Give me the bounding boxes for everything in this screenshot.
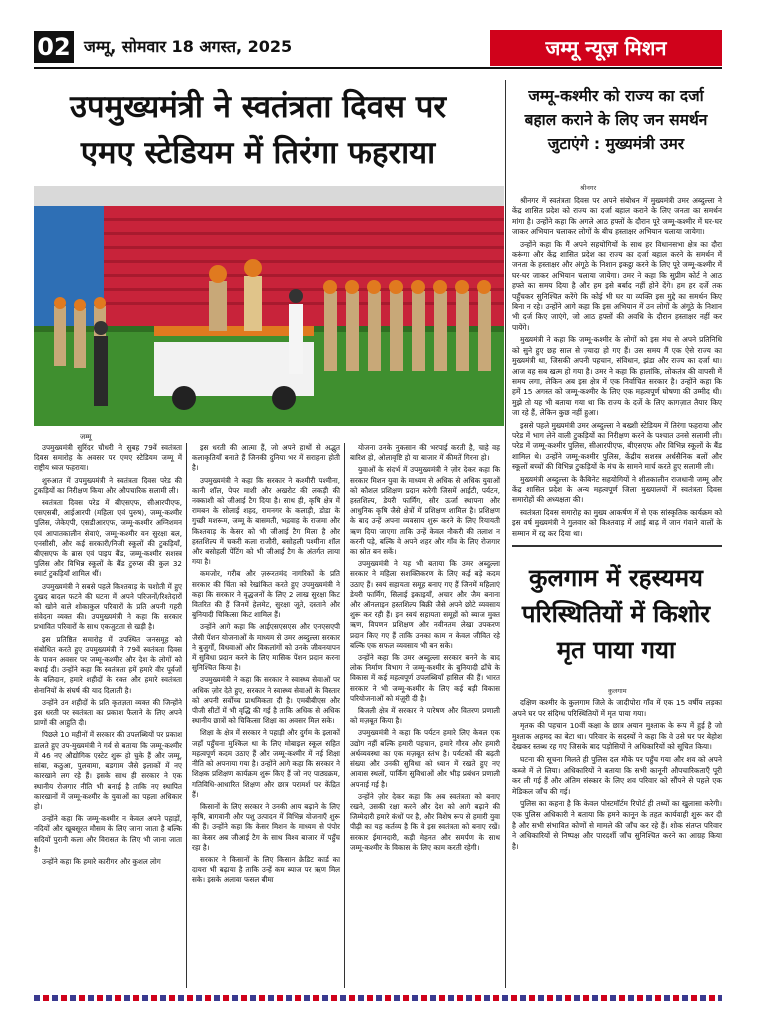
main-story-column-1 — [34, 443, 182, 869]
paragraph: उन्होंने कहा कि हमारे कारीगर और कुशल लोग — [42, 856, 161, 866]
footer-decorative-bar — [34, 995, 722, 1001]
side-story2-place: कुलगाम — [608, 687, 627, 695]
side-story2-body — [512, 698, 722, 854]
paragraph: उन्होंने कहा कि मैं अपने सहयोगियों के साथ हर विधानसभा क्षेत्र का दौरा करूंगा और केंद्र शासित प्रदेश का राज्य का दर्जा बहाल करने के समर्थन में जनता के हस्ताक्षर और अंगूठे के निशान इकट्ठा करने के लिए पूरे जम्मू-कश्मीर में घर-घर जाकर अभियान चलाया जायेगा। उमर ने कहा कि सुप्रीम कोर्ट ने आठ हफ्ते का समय दिया है और हम इसे बर्बाद नहीं होने देंगे। हम हर दर्जे तक पहुँचकर सुनिश्चित करेंगे कि कोई भी घर या व्यक्ति इस मुद्दे का समर्थन किए बिना न रहे। उन्होंने आगे कहा कि इस अभियान में उन लोगों के अंगूठे के निशान भी दर्ज किए जाएंगे, जो आठ हफ्तों की अवधि के दौरान हस्ताक्षर नहीं कर पायेंगे। — [512, 239, 722, 332]
main-story-column-2 — [192, 443, 340, 888]
paragraph: बिजली क्षेत्र में सरकार ने पारेषण और वितरण प्रणाली को मज़बूत किया है। — [350, 706, 500, 726]
paragraph: उन्होंने ज़ोर देकर कहा कि अब स्वतंत्रता को बनाए रखने, उसकी रक्षा करने और देश को आगे बढ़ाने की जिम्मेदारी हमारे कंधों पर है, और विशेष रूप से हमारी युवा पीढ़ी का यह कर्तव्य है कि वे इस स्वतंत्रता को बनाए रखें। सरकार ईमानदारी, कड़ी मेहनत और समर्पण के साथ जम्मू-कश्मीर के विकास के लिए काम करती रहेगी। — [350, 791, 500, 852]
main-headline-line2: एमए स्टेडियम में तिरंगा फहराया — [80, 135, 436, 171]
paragraph: कमजोर, गरीब और ज़रूरतमंद नागरिकों के प्रति सरकार की चिंता को रेखांकित करते हुए उपमुख्यमंत्री ने कहा कि सरकार ने वृद्धजनों के लिए 2 लाख सुरक्षा किट वितरित की हैं जिनमें हेलमेट, सुरक्षा जूते, दस्ताने और बुनियादी चिकित्सा किट शामिल हैं। — [192, 569, 340, 620]
paragraph: शुरुआत में उपमुख्यमंत्री ने स्वतंत्रता दिवस परेड की टुकड़ियों का निरीक्षण किया और औपचारिक सलामी ली। — [34, 475, 182, 495]
side-story1-headline: जम्मू-कश्मीर को राज्य का दर्जा बहाल कराने के लिए जन समर्थन जुटाएंगे : मुख्यमंत्री उमर — [524, 87, 708, 153]
story-separator — [512, 545, 722, 547]
paragraph: किसानों के लिए सरकार ने उनकी आय बढ़ाने के लिए कृषि, बागवानी और पशु उत्पादन में विभिन्न योजनाएँ शुरू की हैं। उन्होंने कहा कि केसर मिशन के माध्यम से पंपोर का केसर अब जीआई टैग के साथ विश्व बाजार में पहुँच रहा है। — [192, 801, 340, 852]
paragraph: उन्होंने उन शहीदों के प्रति कृतज्ञता व्यक्त की जिन्होंने इस धरती पर स्वतंत्रता का प्रकाश फैलाने के लिए अपने प्राणों की आहुति दी। — [34, 697, 182, 728]
paragraph: श्रीनगर में स्वतंत्रता दिवस पर अपने संबोधन में मुख्यमंत्री उमर अब्दुल्ला ने केंद्र शासित प्रदेश को राज्य का दर्जा बहाल कराने के लिए जनता का समर्थन मांगा है। उन्होंने कहा कि अगले आठ हफ्तों के दौरान पूरे जम्मू-कश्मीर में घर-घर जाकर अभियान चलाकर लोगों के बीच हस्ताक्षर अभियान चलाया जायेगा। — [512, 196, 722, 237]
paragraph: शिक्षा के क्षेत्र में सरकार ने पहाड़ी और दुर्गम के इलाकों जहाँ पहुँचना मुश्किल था के लिए मोबाइल स्कूल सहित महत्वपूर्ण कदम उठाए हैं और जम्मू-कश्मीर में नई शिक्षा नीति को अपनाया गया है। उन्होंने आगे कहा कि सरकार ने शिक्षक प्रशिक्षण कार्यक्रम शुरू किए हैं जो नए पाठ्यक्रम, गतिविधि-आधारित शिक्षण और छात्र परामर्श पर केंद्रित हैं। — [192, 728, 340, 799]
section-divider — [505, 80, 506, 988]
paragraph: उन्होंने कहा कि उमर अब्दुल्ला सरकार बनने के बाद लोक निर्माण विभाग ने जम्मू-कश्मीर के बुनियादी ढाँचे के विकास में कई महत्वपूर्ण उपलब्धियाँ हासिल की हैं। भारत सरकार ने भी जम्मू-कश्मीर के लिए कई बड़ी विकास परियोजनाओं को मंज़ूरी दी है। — [350, 653, 500, 703]
main-headline — [34, 84, 482, 176]
paragraph: युवाओं के संदर्भ में उपमुख्यमंत्री ने ज़ोर देकर कहा कि सरकार मिशन युवा के माध्यम से अधिक से अधिक युवाओं को कौशल प्रशिक्षण प्रदान करेगी जिसमें आईटी, पर्यटन, हस्तशिल्प, डेयरी फार्मिंग, सौर ऊर्जा स्थापना और आधुनिक कृषि जैसे क्षेत्रों में प्रशिक्षण शामिल है। प्रशिक्षण के बाद उन्हें अपना व्यवसाय शुरू करने के लिए रियायती ऋण दिया जाएगा ताकि उन्हें केवल नौकरी की तलाश न करनी पड़े, बल्कि वे अपने शहर और गाँव के लिए रोजगार का स्रोत बन सकें। — [350, 465, 500, 557]
page-number: 02 — [34, 31, 74, 63]
parade-photo-illustration — [34, 186, 504, 426]
paragraph: पुलिस का कहना है कि केवल पोस्टमॉर्टम रिपोर्ट ही तथ्यों का खुलासा करेगी। एक पुलिस अधिकारी ने बताया कि हमने कानून के तहत कार्यवाही शुरू कर दी है और सभी संभावित कोणों से मामले की जाँच कर रहे हैं। शोक संतप्त परिवार ने अधिकारियों से निष्पक्ष और पारदर्शी जाँच सुनिश्चित करने का आग्रह किया है। — [512, 799, 722, 851]
paragraph: इस धरती की आत्मा हैं, जो अपने हाथों से अद्भुत कलाकृतियाँ बनाते हैं जिनकी दुनिया भर में सराहना होती है। — [192, 443, 340, 473]
column-divider — [344, 443, 345, 988]
paragraph: उपमुख्यमंत्री सुरिंदर चौधरी ने सुबह 79वें स्वतंत्रता दिवस समारोह के अवसर पर एमए स्टेडियम जम्मू में राष्ट्रीय ध्वज फहराया। — [34, 443, 182, 473]
main-story-column-3 — [350, 443, 500, 855]
paragraph: उपमुख्यमंत्री ने कहा कि पर्यटन हमारे लिए केवल एक उद्योग नहीं बल्कि हमारी पहचान, हमारे गौरव और हमारी अर्थव्यवस्था का एक मज़बूत स्तंभ है। पर्यटकों की बढ़ती संख्या और उनकी सुविधा को ध्यान में रखते हुए नए आवास स्थलों, पार्किंग सुविधाओं और भीड़ प्रबंधन प्रणाली अपनाई गई है। — [350, 728, 500, 789]
paragraph: मुख्यमंत्री ने कहा कि जम्मू-कश्मीर के लोगों को इस मंच से अपने प्रतिनिधि को सुने हुए छह साल से ज़्यादा हो गए हैं। उस समय मैं एक ऐसे राज्य का मुख्यमंत्री था, जिसकी अपनी पहचान, संविधान, झंडा और राज्य का दर्जा था। आज वह सब खत्म हो गया है। उमर ने कहा कि हालांकि, लोकतंत्र की वापसी में समय लगा, लेकिन अब इस क्षेत्र में एक निर्वाचित सरकार है। उन्होंने कहा कि हमें 15 अगस्त को जम्मू-कश्मीर के लिए एक महत्वपूर्ण घोषणा की उम्मीद थी। मुझे तो यह भी बताया गया था कि राज्य के दर्जे के लिए कागज़ात तैयार किए जा रहे हैं, लेकिन कुछ नहीं हुआ। — [512, 335, 722, 418]
paragraph: इससे पहले मुख्यमंत्री उमर अब्दुल्ला ने बख्शी स्टेडियम में तिरंगा फहराया और परेड में भाग लेने वाली टुकड़ियों का निरीक्षण करने के पश्चात उनसे सलामी ली। परेड में जम्मू-कश्मीर पुलिस, सीआरपीएफ, बीएसएफ और विभिन्न स्कूलों के बैंड शामिल थे। उन्होंने जम्मू-कश्मीर पुलिस, केंद्रीय सशस्त्र अर्धसैनिक बलों और स्कूलों बच्चों की विभिन्न टुकड़ियों के मंच के सामने मार्च करते हुए सलामी ली। — [512, 420, 722, 472]
masthead-banner: जम्मू न्यूज़ मिशन — [490, 30, 722, 66]
paragraph: स्वतंत्रता दिवस समारोह का मुख्य आकर्षण में से एक सांस्कृतिक कार्यक्रम को इस वर्ष मुख्यमंत्री ने गुलवार को किश्तवाड़ में आई बाढ़ में जान गंवाने वालों के सम्मान में रद्द कर दिया था। — [512, 507, 722, 538]
side-story1-place: श्रीनगर — [580, 184, 597, 192]
paragraph: सरकार ने किसानों के लिए किसान क्रेडिट कार्ड का दायरा भी बढ़ाया है ताकि उन्हें कम ब्याज पर ऋण मिल सके। इसके अलावा फसल बीमा — [192, 854, 340, 885]
side-story1-body — [512, 196, 722, 541]
side-story2-headline: कुलगाम में रहस्यमय परिस्थितियों में किशोर मृत पाया गया — [521, 564, 711, 664]
paragraph: मृतक की पहचान 10वीं कक्षा के छात्र अयान मुश्ताक के रूप में हुई है जो मुश्ताक अहमद का बेटा था। परिवार के सदस्यों ने कहा कि वे उसे घर पर बेहोश देखकर स्तब्ध रह गए जिसके बाद पड़ोसियों ने अधिकारियों को सूचित किया। — [512, 721, 722, 752]
paragraph: दक्षिण कश्मीर के कुलगाम जिले के जादीपोरा गाँव में एक 15 वर्षीय लड़का अपने घर पर संदिग्ध परिस्थितियों में मृत पाया गया। — [512, 698, 722, 718]
paragraph: पिछले 10 महीनों में सरकार की उपलब्धियों पर प्रकाश डालते हुए उप-मुख्यमंत्री ने गर्व से बताया कि जम्मू-कश्मीर में 46 नए औद्योगिक एस्टेट शुरू हो चुके हैं और जम्मू, सांबा, कठुआ, पुलवामा, बडगाम जैसे इलाकों में नए कारखाने लग रहे हैं। इसके साथ ही सरकार ने एक स्थानीय रोजगार नीति भी बनाई है ताकि नए स्थापित कारखानों में जम्मू-कश्मीर के युवाओं का पहला अधिकार हो। — [34, 730, 182, 811]
parade-photo — [34, 186, 504, 426]
paragraph: स्वतंत्रता दिवस परेड में बीएसएफ, सीआरपीएफ, एसएसबी, आईआरपी (महिला एवं पुरुष), जम्मू-कश्मीर पुलिस, जेकेएपी, एसडीआरएफ, जम्मू-कश्मीर अग्निशमन एवं आपातकालीन सेवाएं, जम्मू-कश्मीर वन सुरक्षा बल, एनसीसी, और कई सरकारी/निजी स्कूलों की टुकड़ियाँ, बीएसएफ के ब्रास एवं पाइप बैंड, जम्मू-कश्मीर सशस्त्र पुलिस और विभिन्न स्कूलों के बैंड टुरुप्स की कुल 32 स्मार्ट टुकड़ियाँ शामिल थीं। — [34, 498, 182, 579]
paragraph: उपमुख्यमंत्री ने सबसे पहले किश्तवाड़ के चशोती में हुए दुखद बादल फटने की घटना में अपने परिजनों/रिश्तेदारों को खोने वाले शोकाकुल परिवारों के प्रति अपनी गहरी संवेदना व्यक्त की। उपमुख्यमंत्री ने कहा कि सरकार प्रभावित परिवारों के साथ एकजुटता से खड़ी है। — [34, 581, 182, 632]
paragraph: उन्होंने कहा कि जम्मू-कश्मीर न केवल अपने पहाड़ों, नदियों और खूबसूरत मौसम के लिए जाना जाता है बल्कि सदियों पुरानी कला और विरासत के लिए भी जाना जाता है। — [34, 814, 182, 854]
paragraph: उन्होंने आगे कहा कि आईएसएसएस और एनएसएपी जैसी पेंशन योजनाओं के माध्यम से उमर अब्दुल्ला सरकार ने बुजुर्गों, विधवाओं और विकलांगों को उनके जीवनयापन में सुविधा प्रदान करने के लिए मासिक पेंशन प्रदान करना सुनिश्चित किया है। — [192, 622, 340, 673]
paragraph: उपमुख्यमंत्री ने यह भी बताया कि उमर अब्दुल्ला सरकार ने महिला सशक्तिकरण के लिए कई बड़े कदम उठाए हैं। स्वयं सहायता समूह बनाए गए हैं जिनमें महिलाएं डेयरी फार्मिंग, सिलाई इकाइयाँ, अचार और जैम बनाना और ऑनलाइन हस्तशिल्प बिक्री जैसे अपने छोटे व्यवसाय शुरू कर रही हैं। इन स्वयं सहायता समूहों को ब्याज मुक्त ऋण, विपणन प्रशिक्षण और नवीनतम लेखा उपकरण प्रदान किए गए हैं ताकि उनका काम न केवल जीवित रहे बल्कि एक सफल व्यवसाय भी बन सके। — [350, 559, 500, 650]
dateline: जम्मू, सोमवार 18 अगस्त, 2025 — [84, 37, 293, 56]
paragraph: उपमुख्यमंत्री ने कहा कि सरकार ने स्वास्थ्य सेवाओं पर अधिक ज़ोर देते हुए, सरकार ने स्वास्थ्य सेवाओं के विस्तार को अपनी सर्वोच्च प्राथमिकता दी है। एमबीबीएस और पीजी सीटों में भी वृद्धि की गई है ताकि अधिक से अधिक स्थानीय छात्रों को चिकित्सा शिक्षा का अवसर मिल सके। — [192, 675, 340, 726]
paragraph: उपमुख्यमंत्री ने कहा कि सरकार ने कश्मीरी पश्मीना, कानी शॉल, पेपर माशी और अखरोट की लकड़ी की नक्काशी को जीआई टैग दिया है। साथ ही, कृषि क्षेत्र में रामबन के सोलाई शहद, रामनगर के कलाड़ी, डोडा के गुच्छी मशरूम, जम्मू के बासमती, भद्रवाह के राजमा और किश्तवाड़ के केसर को भी जीआई टैग मिला है और हस्तशिल्प में चकरी कला राजौरी, बसोहली पश्मीना शॉल और बसोहली पेंटिंग को भी जीआई टैग के अंतर्गत लाया गया है। — [192, 475, 340, 567]
paragraph: योजना उनके नुकसान की भरपाई करती है, चाहे वह बारिश हो, ओलावृष्टि हो या बाजार में कीमतें गिरना हो। — [350, 443, 500, 463]
photo-caption: जम्मू — [80, 433, 92, 441]
paragraph: घटना की सूचना मिलते ही पुलिस दल मौके पर पहुँच गया और शव को अपने कब्जे में ले लिया। अधिकारियों ने बताया कि सभी कानूनी औपचारिकताएँ पूरी कर ली गई हैं और अंतिम संस्कार के लिए शव परिवार को सौंपने से पहले एक मेडिकल जाँच की गई। — [512, 754, 722, 796]
paragraph: इस प्रतिष्ठित समारोह में उपस्थित जनसमूह को संबोधित करते हुए उपमुख्यमंत्री ने 79वें स्वतंत्रता दिवस के पावन अवसर पर जम्मू-कश्मीर और देश के लोगों को बधाई दी। उन्होंने कहा कि स्वतंत्रता हमें हमारे वीर पूर्वजों के बलिदान, हमारे शहीदों के रक्त और हमारे स्वतंत्रता सेनानियों के संघर्ष की याद दिलाती है। — [34, 634, 182, 695]
header-rule — [34, 67, 722, 69]
paragraph: मुख्यमंत्री अब्दुल्ला के कैबिनेट सहयोगियों ने शीतकालीन राजधानी जम्मू और केंद्र शासित प्रदेश के अन्य महत्वपूर्ण जिला मुख्यालयों में स्वतंत्रता दिवस समारोहों की अध्यक्षता की। — [512, 474, 722, 505]
main-headline-line1: उपमुख्यमंत्री ने स्वतंत्रता दिवस पर — [69, 89, 447, 125]
column-divider — [186, 443, 187, 988]
